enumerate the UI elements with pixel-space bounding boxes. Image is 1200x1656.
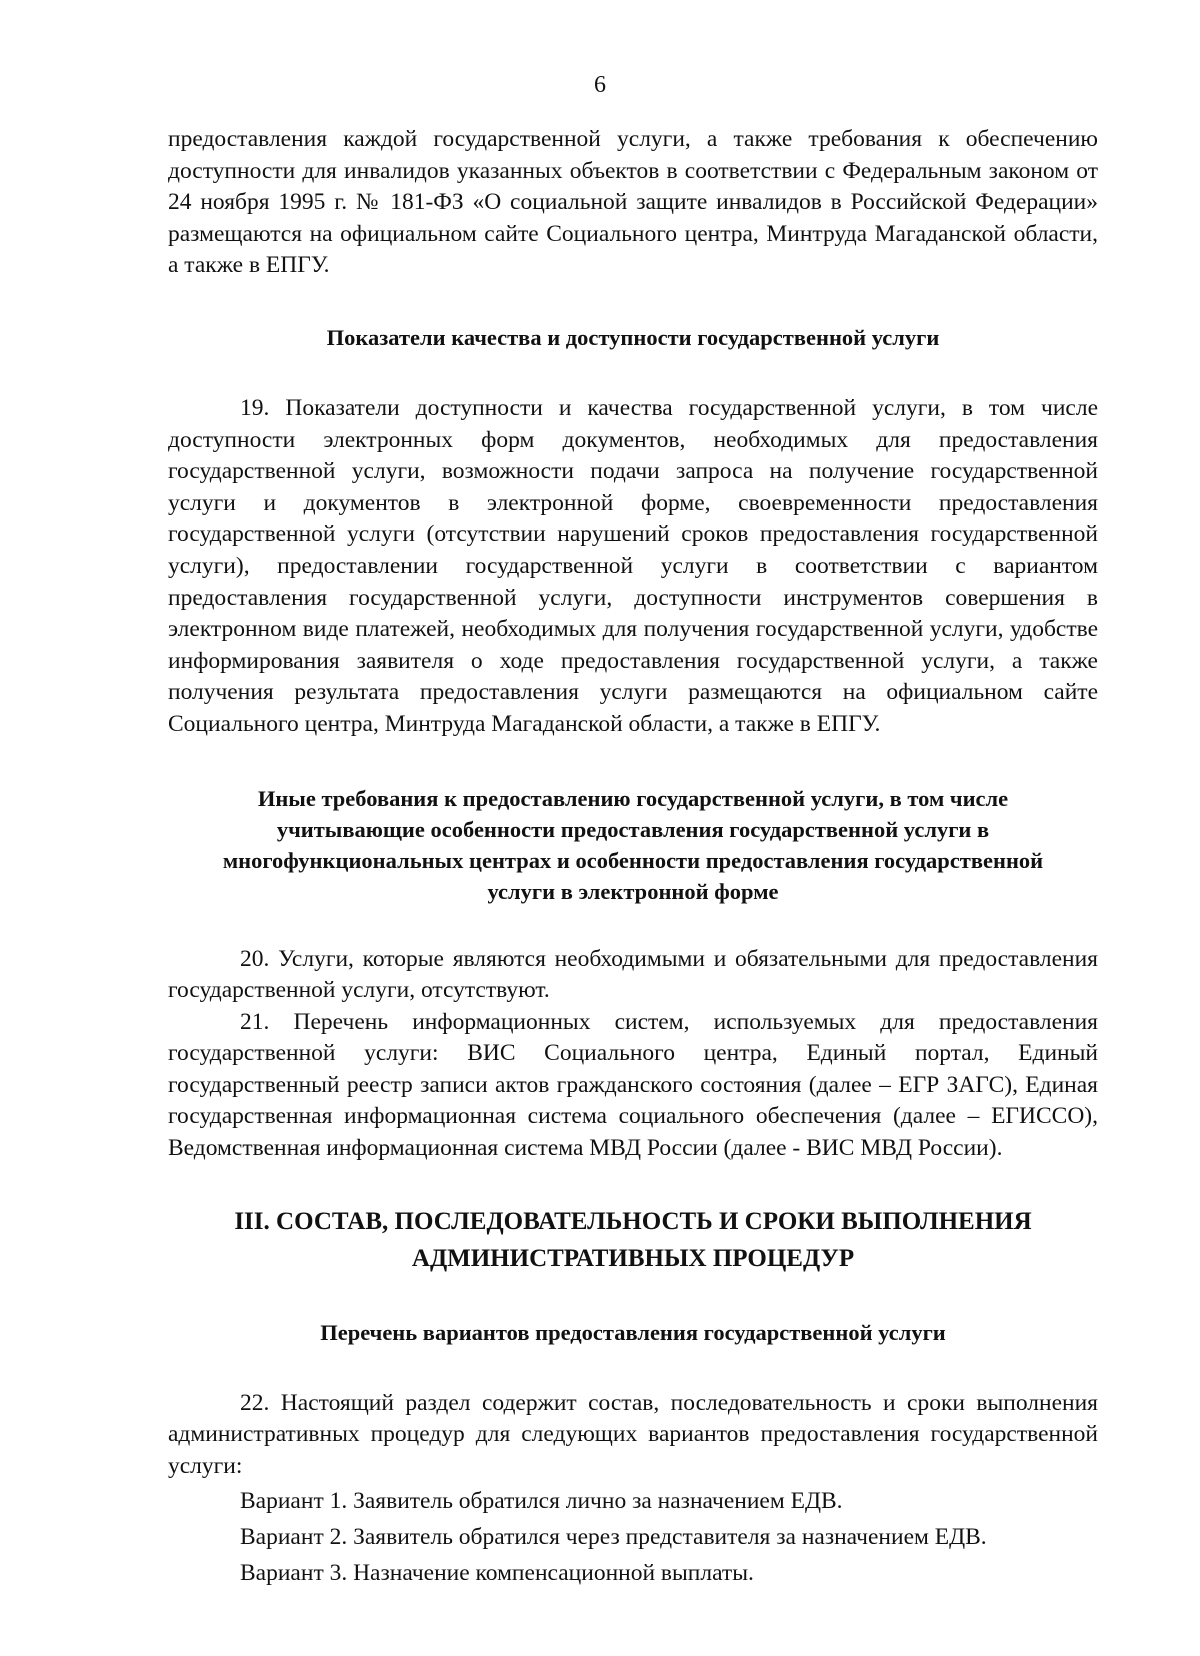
- heading-other-requirements-line: услуги в электронной форме: [487, 878, 779, 904]
- section-heading-line: АДМИНИСТРАТИВНЫХ ПРОЦЕДУР: [411, 1244, 855, 1272]
- heading-other-requirements: [168, 783, 1098, 907]
- heading-quality-indicators: Показатели качества и доступности государственной услуги: [326, 324, 940, 350]
- heading-other-requirements-line: Иные требования к предоставлению государственной услуги, в том числе: [257, 785, 1009, 811]
- section-heading: [168, 1203, 1098, 1277]
- page-content: [168, 124, 1098, 1593]
- heading-other-requirements-line: многофункциональных центрах и особенности предоставления государственной: [222, 847, 1044, 873]
- intro-paragraph: предоставления каждой государственной услуги, а также требования к обеспечению доступности для инвалидов указанных объектов в соответствии с Федеральным законом от 24 ноября 1995 г. № 181-ФЗ «О социальной защите инвалидов в Российской Федерации» размещаются на официальном сайте Социального центра, Минтруда Магаданской области, а также в ЕПГУ.: [168, 126, 1098, 279]
- section-heading-line: III. СОСТАВ, ПОСЛЕДОВАТЕЛЬНОСТЬ И СРОКИ ВЫПОЛНЕНИЯ: [234, 1207, 1032, 1235]
- heading-variants-list: Перечень вариантов предоставления государственной услуги: [320, 1319, 946, 1345]
- paragraph-21: 21. Перечень информационных систем, используемых для предоставления государственной услуги: ВИС Социального центра, Единый портал, Единый государственный реестр записи актов гражданского состояния (далее – ЕГР ЗАГС), Единая государственная информационная система социального обеспечения (далее – ЕГИССО), Ведомственная информационная система МВД России (далее - ВИС МВД России).: [168, 1008, 1098, 1162]
- paragraph-20: 20. Услуги, которые являются необходимыми и обязательными для предоставления государственной услуги, отсутствуют.: [168, 945, 1098, 1004]
- variant-item: Вариант 3. Назначение компенсационной выплаты.: [240, 1559, 754, 1586]
- paragraph-22: 22. Настоящий раздел содержит состав, последовательность и сроки выполнения административных процедур для следующих вариантов предоставления государственной услуги:: [168, 1389, 1098, 1479]
- page-number: 6: [594, 72, 606, 98]
- heading-other-requirements-line: учитывающие особенности предоставления государственной услуги в: [276, 816, 990, 842]
- variant-item: Вариант 1. Заявитель обратился лично за назначением ЕДВ.: [240, 1488, 843, 1515]
- variant-item: Вариант 2. Заявитель обратился через представителя за назначением ЕДВ.: [240, 1524, 987, 1551]
- variants-list: [168, 1486, 1098, 1589]
- paragraph-19: 19. Показатели доступности и качества государственной услуги, в том числе доступности электронных форм документов, необходимых для предоставления государственной услуги, возможности подачи запроса на получение государственной услуги и документов в электронной форме, своевременности предоставления государственной услуги (отсутствии нарушений сроков предоставления государственной услуги), предоставлении государственной услуги в соответствии с вариантом предоставления государственной услуги, доступности инструментов совершения в электронном виде платежей, необходимых для получения государственной услуги, удобстве информирования заявителя о ходе предоставления государственной услуги, а также получения результата предоставления услуги размещаются на официальном сайте Социального центра, Минтруда Магаданской области, а также в ЕПГУ.: [168, 394, 1098, 737]
